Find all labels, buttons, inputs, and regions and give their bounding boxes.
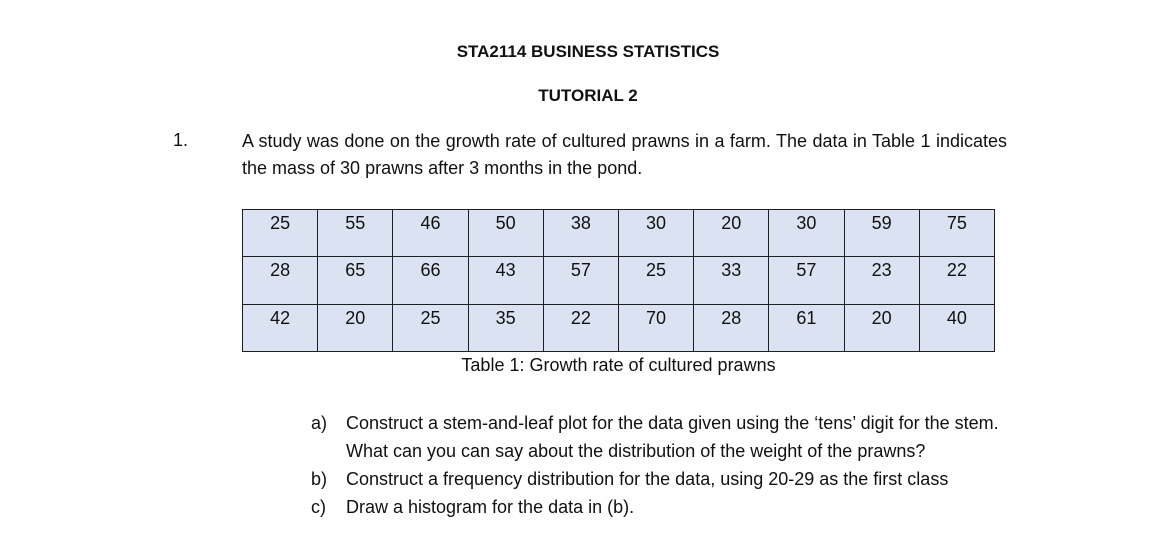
list-item (311, 409, 1011, 465)
table-cell: 75 (919, 210, 994, 257)
question-number: 1. (173, 130, 189, 150)
table-cell: 28 (243, 257, 318, 304)
prawn-mass-table (242, 209, 995, 352)
table-row (243, 210, 995, 257)
table-cell: 22 (543, 304, 618, 351)
table-cell: 57 (769, 257, 844, 304)
question-intro: A study was done on the growth rate of cultured prawns in a farm. The data in Table 1 indicates the mass of 30 prawns after 3 months in the pond. (242, 131, 1007, 178)
table-cell: 28 (694, 304, 769, 351)
table-cell: 61 (769, 304, 844, 351)
table-cell: 20 (694, 210, 769, 257)
table-cell: 22 (919, 257, 994, 304)
table-cell: 25 (393, 304, 468, 351)
table-cell: 23 (844, 257, 919, 304)
table-cell: 35 (468, 304, 543, 351)
question-parts-list (311, 409, 1011, 521)
table-cell: 25 (243, 210, 318, 257)
table-cell: 40 (919, 304, 994, 351)
table-caption: Table 1: Growth rate of cultured prawns (461, 355, 776, 375)
part-label: a) (311, 413, 328, 433)
part-text: Draw a histogram for the data in (b). (346, 497, 635, 517)
table-cell: 59 (844, 210, 919, 257)
table-cell: 20 (844, 304, 919, 351)
table-cell: 50 (468, 210, 543, 257)
table-row (243, 257, 995, 304)
table-cell: 42 (243, 304, 318, 351)
part-text: Construct a frequency distribution for the data, using 20-29 as the first class (346, 469, 949, 489)
part-text: Construct a stem-and-leaf plot for the data given using the ‘tens’ digit for the stem. What can you can say about the distribution of the weight of the prawns? (346, 413, 999, 461)
table-cell: 43 (468, 257, 543, 304)
table-cell: 66 (393, 257, 468, 304)
list-item (311, 465, 1011, 493)
table-cell: 38 (543, 210, 618, 257)
list-item (311, 493, 1011, 521)
table-cell: 57 (543, 257, 618, 304)
part-label: c) (311, 497, 326, 517)
part-label: b) (311, 469, 328, 489)
table-cell: 70 (618, 304, 693, 351)
table-cell: 46 (393, 210, 468, 257)
table-cell: 33 (694, 257, 769, 304)
table-cell: 55 (318, 210, 393, 257)
tutorial-title: TUTORIAL 2 (538, 86, 638, 105)
course-title: STA2114 BUSINESS STATISTICS (456, 42, 720, 61)
table-cell: 25 (618, 257, 693, 304)
table-row (243, 304, 995, 351)
table-cell: 30 (769, 210, 844, 257)
table-cell: 20 (318, 304, 393, 351)
table-cell: 65 (318, 257, 393, 304)
table-cell: 30 (618, 210, 693, 257)
